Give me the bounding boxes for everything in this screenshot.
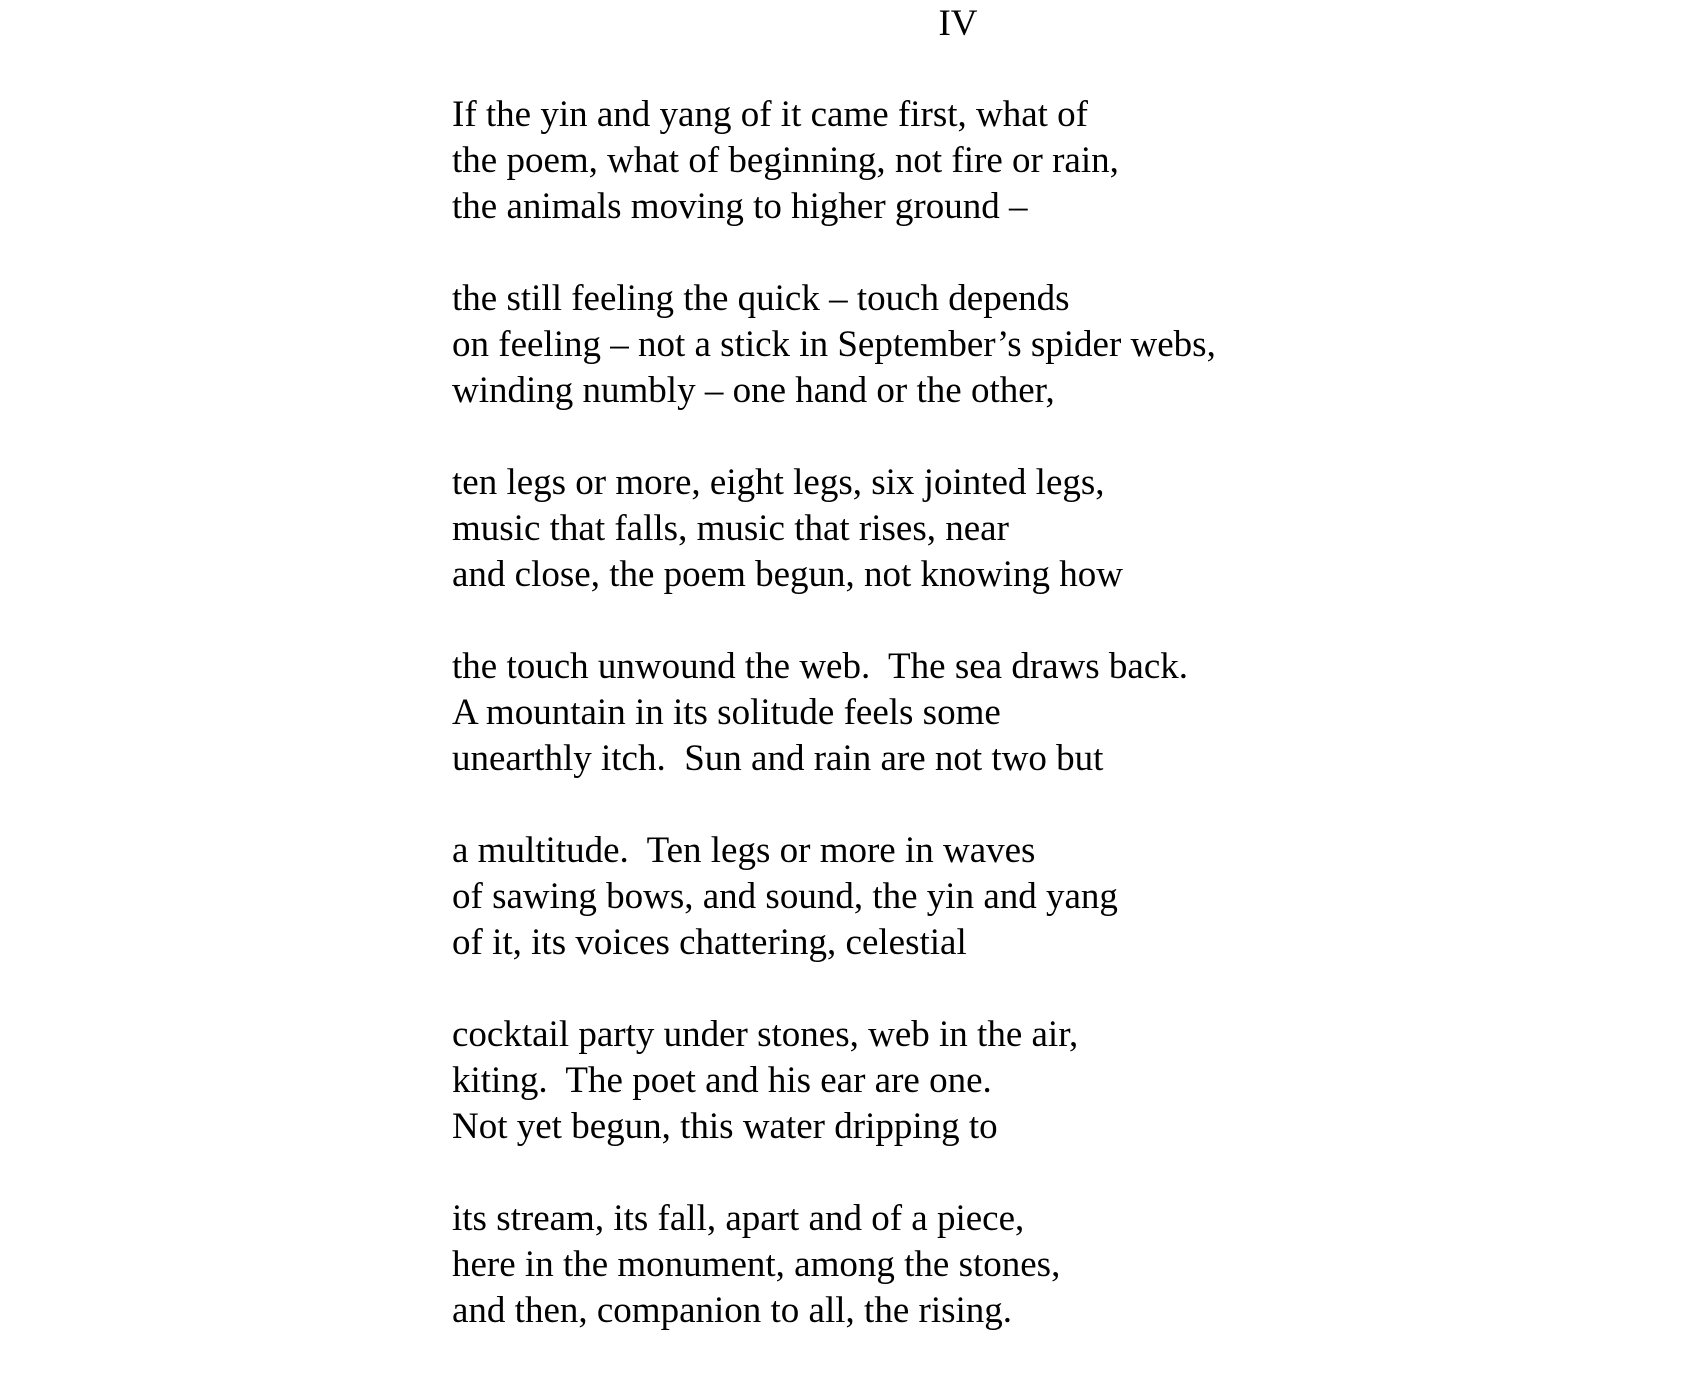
poem-line: its stream, its fall, apart and of a piece, [452, 1198, 1025, 1239]
poem-line: kiting. The poet and his ear are one. [452, 1060, 992, 1101]
poem-line: ten legs or more, eight legs, six jointed legs, [452, 462, 1105, 503]
poem-line: unearthly itch. Sun and rain are not two but [452, 738, 1104, 779]
poem-line: If the yin and yang of it came first, what of [452, 94, 1088, 135]
poem-line: the poem, what of beginning, not fire or rain, [452, 140, 1119, 181]
poem-line: cocktail party under stones, web in the air, [452, 1014, 1079, 1055]
poem-line: of sawing bows, and sound, the yin and yang [452, 876, 1118, 917]
stanza-5 [452, 828, 1652, 966]
stanza-6 [452, 1012, 1652, 1150]
poem-line: A mountain in its solitude feels some [452, 692, 1001, 733]
poem-line: winding numbly – one hand or the other, [452, 370, 1055, 411]
stanza-3 [452, 460, 1652, 598]
poem-line: and close, the poem begun, not knowing how [452, 554, 1124, 595]
stanza-1 [452, 92, 1652, 230]
stanza-4 [452, 644, 1652, 782]
section-heading: IV [938, 3, 978, 44]
stanza-2 [452, 276, 1652, 414]
poem-line: the animals moving to higher ground – [452, 186, 1028, 227]
poem-line: and then, companion to all, the rising. [452, 1290, 1013, 1331]
poem-body [452, 92, 1652, 1380]
stanza-7 [452, 1196, 1652, 1334]
poem-line: Not yet begun, this water dripping to [452, 1106, 998, 1147]
poem-line: the still feeling the quick – touch depends [452, 278, 1070, 319]
poem-line: here in the monument, among the stones, [452, 1244, 1061, 1285]
poem-line: of it, its voices chattering, celestial [452, 922, 967, 963]
poem-line: a multitude. Ten legs or more in waves [452, 830, 1036, 871]
poem-line: music that falls, music that rises, near [452, 508, 1009, 549]
poem-line: the touch unwound the web. The sea draws back. [452, 646, 1189, 687]
poem-line: on feeling – not a stick in September’s spider webs, [452, 324, 1216, 365]
